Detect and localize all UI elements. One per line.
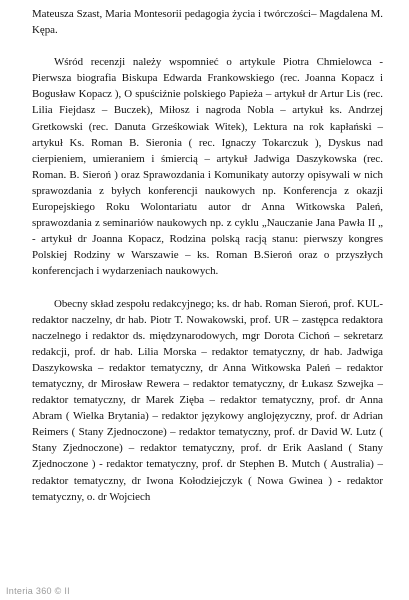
paragraph-reviews: Wśród recenzji należy wspomnieć o artykule Piotra Chmielowca - Pierwsza biografia Biskupa Edwarda Frankowskiego (rec. Joanna Kopacz i Bogusław Kopacz ), O spuściźnie polskiego Papieża – artykuł dr Artur Lis (rec. Lilia Fiejdasz – Buczek), Miłosz i nagroda Nobla – artykuł ks. Andrzej Gretkowski (rec. Danuta Grześkowiak Witek), Lektura na rok kapłański – artykuł Ks. Roman B. Sieronia ( rec. Ignaczy Tokarczuk ), Dyskus nad cierpieniem, umieraniem i śmiercią – artykuł Jadwiga Daszykowska (rec. Roman. B. Sieroń ) oraz Sprawozdania i Komunikaty autorzy opisywali w nich sprawozdania z byłych konferencji naukowych np. Konferencja z okazji Europejskiego Roku Wolontariatu autor dr Anna Witkowska Paleń, sprawozdania z seminariów naukowych np. z cyklu „Nauczanie Jana Pawła II „ - artykuł dr Joanna Kopacz, Rodzina polską racją stanu: pierwszy kongres Polskiej Rodziny w Warszawie – ks. Roman B.Sieroń oraz o przyszłych konferencjach i wydarzeniach naukowych. [32,56,383,278]
paragraph-spacer [32,38,383,54]
document-page [32,6,383,505]
watermark-text: Interia 360 © II [6,586,70,596]
paragraph-spacer [32,280,383,296]
paragraph-continuation: Mateusza Szast, Maria Montesorii pedagogia życia i twórczości– Magdalena M. Kępa. [32,8,383,37]
paragraph-editorial-team: Obecny skład zespołu redakcyjnego; ks. dr hab. Roman Sieroń, prof. KUL- redaktor naczelny, dr hab. Piotr T. Nowakowski, prof. UR – zastępca redaktora naczelnego i redaktor ds. międzynarodowych, mgr Dorota Cichoń – sekretarz redakcji, prof. dr hab. Lilia Morska – redaktor tematyczny, dr hab. Jadwiga Daszykowska – redaktor tematyczny, dr Anna Witkowska Paleń – redaktor tematyczny, dr Mirosław Rewera – redaktor tematyczny, dr Łukasz Szwejka – redaktor tematyczny, dr Marek Zięba – redaktor tematyczny, prof. dr Anna Abram ( Wielka Brytania) – redaktor językowy anglojęzyczny, prof. dr Adrian Reimers ( Stany Zjednoczone) – redaktor tematyczny, prof. dr David W. Lutz ( Stany Zjednoczone) – redaktor tematyczny, prof. dr Erik Aasland ( Stany Zjednoczone ) - redaktor tematyczny, prof. dr Stephen B. Mutch ( Australia) – redaktor tematyczny, dr Iwona Kołodziejczyk ( Nowa Gwinea ) - redaktor tematyczny, o. dr Wojciech [32,297,383,503]
